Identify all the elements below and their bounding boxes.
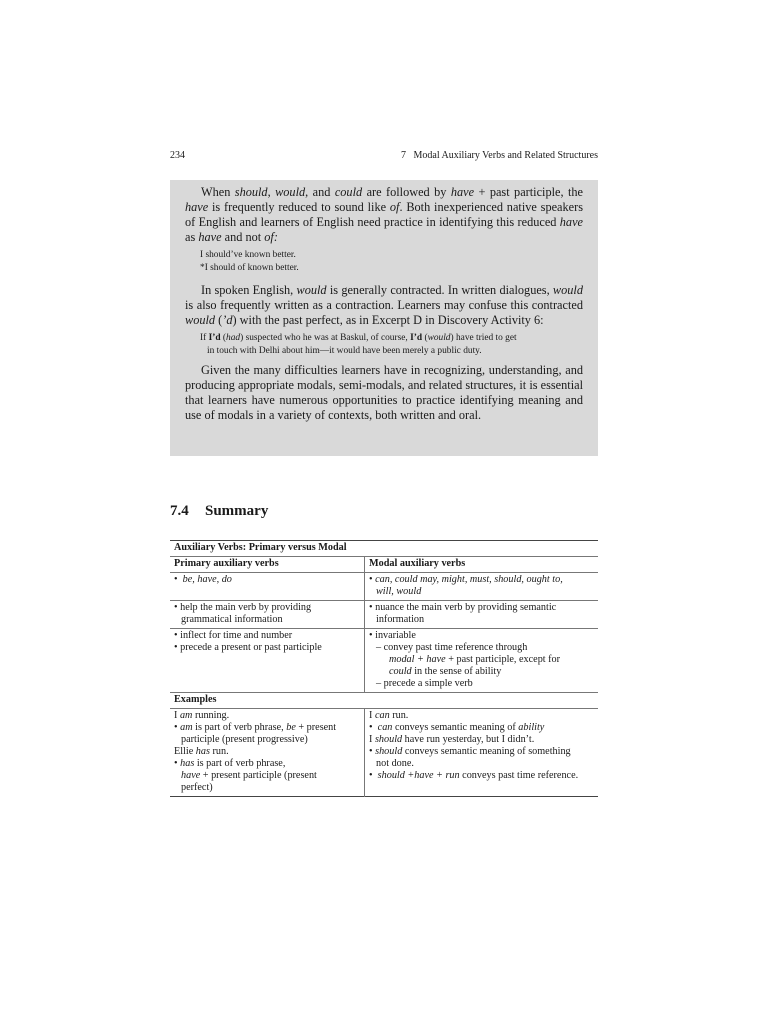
table-cell: • help the main verb by providing grammatical information	[170, 601, 365, 629]
table-row	[170, 709, 598, 797]
examples-cell-modal: I can run. • can conveys semantic meaning of ability I should have run yesterday, but I didn’t. • should conveys semantic meaning of something not done. • should +have + run conveys past time reference.	[369, 710, 579, 781]
section-title: Summary	[205, 503, 269, 519]
table-cell: • nuance the main verb by providing semantic information	[369, 602, 557, 625]
table-cell: • inflect for time and number • precede a present or past participle	[170, 629, 365, 693]
table-cell: • invariable – convey past time reference through modal + have + past participle, except for could in the sense of ability – precede a simple verb	[369, 630, 561, 689]
table-row	[170, 629, 598, 693]
example-block-2	[200, 332, 583, 357]
table-cell: • can, could may, might, must, should, ought to, will, would	[369, 574, 563, 597]
running-header	[170, 150, 598, 164]
chapter-title: 7 Modal Auxiliary Verbs and Related Structures	[400, 150, 598, 161]
box-paragraph-1: When should, would, and could are followed by have + past participle, the have is frequently reduced to sound like of. Both inexperienced native speakers of English and learners of English need practice in identifying this reduced have as have and not of:	[185, 185, 583, 244]
examples-cell-primary: I am running. • am is part of verb phrase, be + present participle (present progressive) Ellie has run. • has is part of verb phrase, have + present participle (present perfect)	[170, 709, 365, 797]
example-line: I should’ve known better.	[200, 250, 296, 260]
section-number: 7.4	[170, 503, 189, 519]
box-paragraph-2: In spoken English, would is generally contracted. In written dialogues, would is also frequently written as a contraction. Learners may confuse this contracted would (’d) with the past perfect, as in Excerpt D in Discovery Activity 6:	[185, 283, 583, 327]
example-line: If I’d (had) suspected who he was at Baskul, of course, I’d (would) have tried to get	[200, 333, 517, 343]
section-heading	[170, 503, 268, 520]
summary-table	[170, 540, 598, 797]
example-block-1	[200, 249, 583, 274]
example-line: in touch with Delhi about him—it would have been merely a public duty.	[207, 345, 482, 356]
table-caption: Auxiliary Verbs: Primary versus Modal	[174, 542, 347, 553]
column-header-modal: Modal auxiliary verbs	[369, 558, 466, 569]
table-row	[170, 601, 598, 629]
column-header-primary: Primary auxiliary verbs	[170, 557, 365, 573]
table-cell: • be, have, do	[170, 573, 365, 601]
table-row	[170, 573, 598, 601]
example-line: *I should of known better.	[200, 262, 299, 273]
examples-header: Examples	[174, 694, 217, 705]
box-paragraph-3: Given the many difficulties learners have in recognizing, understanding, and producing appropriate modals, semi-modals, and related structures, it is essential that learners have numerous opportunities to practice identifying meaning and use of modals in a variety of contexts, both written and oral.	[185, 363, 583, 422]
shaded-text-box	[170, 180, 598, 456]
page-number: 234	[170, 150, 185, 161]
